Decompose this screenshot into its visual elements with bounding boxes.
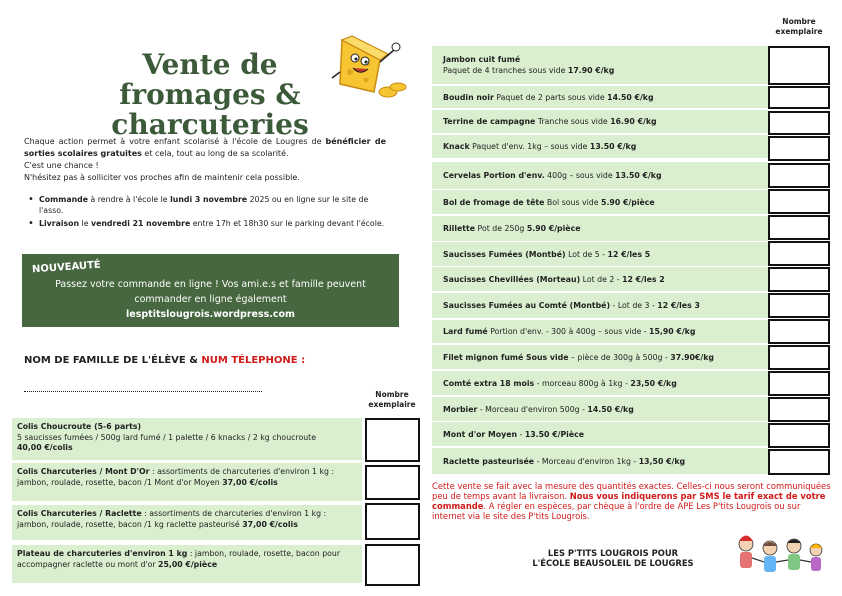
student-name-field[interactable] [24, 386, 262, 392]
intro-text-start: Chaque action permet à votre enfant scolarisé à l'école de Lougres de [24, 137, 326, 146]
product-name: Knack [443, 142, 470, 151]
intro-text-end: et cela, tout au long de sa scolarité. [141, 149, 289, 158]
product-name: Filet mignon fumé Sous vide [443, 352, 569, 362]
quantity-box[interactable] [768, 319, 830, 344]
kids-illustration-icon [732, 530, 828, 582]
product-name: Bol de fromage de tête [443, 197, 545, 207]
product-desc: - Morceau d'environ 1kg - [534, 456, 639, 466]
intro-paragraph [24, 136, 386, 160]
colis-desc: : jambon, roulade, rosette, bacon pour accompagner raclette ou mont d'or [17, 549, 341, 569]
product-name: Terrine de campagne [443, 117, 536, 126]
colis-name: Colis Charcuteries / Mont D'Or [17, 467, 150, 476]
left-quantity-header: Nombre exemplaire [368, 390, 416, 409]
right-quantity-header: Nombre exemplaire [775, 17, 823, 36]
colis-price: 37,00 €/colis [242, 519, 298, 529]
product-desc: Portion d'env. - 300 à 400g – sous vide - [487, 327, 650, 336]
product-name: Raclette pasteurisée [443, 456, 535, 466]
product-price: 12 €/les 3 [657, 301, 700, 310]
quantity-box[interactable] [365, 465, 420, 500]
website-link[interactable]: lesptitslougrois.wordpress.com [126, 309, 295, 320]
intro-text-bold: bénéficier de sorties scolaires gratuites [24, 137, 387, 158]
product-name: Comté extra 18 mois [443, 378, 535, 388]
colis-name: Colis Choucroute (5-6 parts) [17, 422, 142, 431]
quantity-box[interactable] [365, 544, 420, 586]
product-row [432, 422, 768, 446]
bullet-livraison [26, 218, 386, 229]
product-price: 13,50 €/kg [638, 456, 686, 466]
product-row [432, 162, 768, 189]
product-row [432, 345, 768, 369]
quantity-box[interactable] [768, 267, 830, 292]
student-name-label-text: NOM DE FAMILLE DE L'ÉLÈVE & [24, 355, 202, 366]
info-bullets [26, 194, 386, 231]
nouveaute-banner [22, 254, 399, 327]
quantity-box[interactable] [768, 241, 830, 266]
quantity-box[interactable] [768, 423, 830, 448]
quantity-box[interactable] [768, 189, 830, 214]
quantity-box[interactable] [768, 345, 830, 370]
bullet-livraison-date: vendredi 21 novembre [90, 219, 191, 228]
colis-price: 25,00 €/pièce [158, 559, 218, 569]
phone-label-text: NUM TÉLEPHONE : [201, 355, 306, 366]
product-row [432, 216, 768, 241]
product-price: 14.50 €/kg [587, 404, 634, 414]
product-price: 12 €/les 2 [622, 274, 665, 284]
product-row [432, 86, 768, 108]
product-name: Saucisses Chevillées (Morteau) [443, 274, 581, 284]
product-name: Morbier [443, 404, 478, 414]
title-line-2: fromages & charcuteries [111, 78, 309, 141]
bullet-commande-end: 2025 ou en ligne sur le site de l'asso. [39, 195, 369, 215]
intro-text [24, 136, 386, 184]
product-price: 13.50 €/kg [589, 142, 637, 151]
product-row [432, 293, 768, 318]
quantity-box[interactable] [365, 418, 420, 462]
bullet-livraison-label: Livraison [39, 219, 80, 228]
product-desc: Lot de 5 - [565, 249, 608, 259]
quantity-box[interactable] [768, 136, 830, 161]
quantity-box[interactable] [768, 397, 830, 422]
product-name: Cervelas Portion d'env. [443, 171, 545, 180]
quantity-box[interactable] [768, 215, 830, 240]
product-price: 15,90 €/kg [649, 327, 696, 336]
payment-note-end: . A régler en espèces, par chèque à l'ordre de APE Les P'tits Lougrois ou sur internet via le site des P'tits Lougrois. [432, 501, 801, 521]
bullet-livraison-end: entre 17h et 18h30 sur le parking devant l'école. [190, 219, 385, 228]
product-desc: Tranche sous vide [535, 117, 611, 126]
quantity-box[interactable] [768, 293, 830, 318]
intro-chance: C'est une chance ! [24, 161, 99, 170]
product-price: 13.50 €/kg [615, 171, 662, 180]
product-desc: Pot de 250g [475, 224, 527, 233]
product-row [432, 320, 768, 343]
quantity-box[interactable] [768, 449, 830, 475]
product-desc: Lot de 2 - [580, 274, 623, 284]
product-price: 14.50 €/kg [607, 92, 654, 102]
quantity-box[interactable] [768, 86, 830, 109]
product-price: 5.90 €/pièce [601, 197, 655, 207]
product-row [432, 110, 768, 133]
product-desc: - [517, 429, 525, 439]
bullet-livraison-mid: le [79, 219, 91, 228]
payment-note-text: Cette vente se fait avec la mesure des quantités exactes. Celles-ci nous seront communiquées peu de temps avant la livraison. [432, 481, 831, 501]
product-row [432, 448, 768, 474]
quantity-box[interactable] [365, 503, 420, 540]
product-row [432, 135, 768, 158]
colis-price: 40,00 €/colis [17, 443, 73, 452]
product-desc: - Lot de 3 - [610, 301, 658, 310]
association-footer [505, 548, 721, 568]
product-name: Mont d'or Moyen [443, 429, 518, 439]
product-price: 5.90 €/pièce [526, 224, 581, 233]
product-price: 23,50 €/kg [630, 378, 677, 388]
title-line-1: Vente de [142, 48, 278, 81]
product-desc: Paquet de 2 parts sous vide [493, 92, 608, 102]
colis-name: Colis Charcuteries / Raclette [17, 509, 142, 518]
intro-solicit: N'hésitez pas à solliciter vos proches afin de maintenir cela possible. [24, 173, 300, 182]
quantity-box[interactable] [768, 111, 830, 135]
colis-row [12, 463, 362, 501]
product-desc: Bol sous vide [544, 197, 602, 207]
product-row [432, 267, 768, 291]
product-row [432, 397, 768, 421]
payment-note-bold: Nous vous indiquerons par SMS le tarif exact de votre commande [432, 491, 826, 511]
cheese-mascot-icon [328, 32, 408, 100]
product-desc: – pièce de 300g à 500g - [568, 352, 671, 362]
product-price: 16.90 €/kg [610, 117, 657, 126]
product-desc: Paquet d'env. 1kg – sous vide [469, 142, 590, 151]
colis-desc: : assortiments de charcuteries d'environ 1 kg : jambon, roulade, rosette, bacon /1 kg raclette pasteurisé [17, 509, 327, 529]
product-name: Lard fumé [443, 327, 488, 336]
payment-note [432, 481, 832, 521]
bullet-commande [26, 194, 386, 216]
product-desc: - morceau 800g à 1kg - [534, 378, 631, 388]
colis-name: Plateau de charcuteries d'environ 1 kg [17, 549, 188, 558]
quantity-box[interactable] [768, 371, 830, 396]
product-price: 12 €/les 5 [607, 249, 651, 259]
colis-row [12, 545, 362, 583]
product-desc: - Morceau d'environ 500g - [477, 404, 588, 414]
bullet-commande-label: Commande [39, 195, 89, 204]
quantity-box[interactable] [768, 163, 830, 188]
footer-line-1: LES P'TITS LOUGROIS POUR [547, 548, 679, 558]
product-row [432, 242, 768, 266]
product-name: Jambon cuit fumé [443, 55, 521, 64]
product-desc: 400g – sous vide [544, 171, 616, 180]
product-name: Saucisses Fumées au Comté (Montbé) [443, 301, 611, 310]
product-name: Rillette [443, 224, 476, 233]
colis-row [12, 418, 362, 460]
bullet-commande-date: lundi 3 novembre [170, 195, 248, 204]
product-price: 37.90€/kg [670, 352, 714, 362]
bullet-commande-mid: à rendre à l'école le [88, 195, 171, 204]
footer-line-2: L'ÉCOLE BEAUSOLEIL DE LOUGRES [532, 558, 694, 568]
nouveaute-label: NOUVEAUTÉ [31, 259, 102, 276]
colis-row [12, 505, 362, 540]
product-row [432, 190, 768, 214]
product-price: 13.50 €/Pièce [524, 429, 585, 439]
student-name-label [24, 355, 305, 366]
product-name: Saucisses Fumées (Montbé) [443, 249, 566, 259]
quantity-box[interactable] [768, 46, 830, 85]
product-row [432, 371, 768, 395]
product-desc: Paquet de 4 tranches sous vide [443, 66, 568, 75]
product-price: 17.90 €/kg [567, 66, 615, 75]
product-name: Boudin noir [443, 92, 494, 102]
colis-desc: 5 saucisses fumées / 500g lard fumé / 1 palette / 6 knacks / 2 kg choucroute [17, 432, 317, 442]
product-row [432, 46, 768, 84]
colis-desc: : assortiments de charcuteries d'environ 1 kg : jambon, roulade, rosette, bacon /1 Mont d'or Moyen [17, 467, 335, 487]
nouveaute-message: Passez votre commande en ligne ! Vos ami.e.s et famille peuvent commander en ligne également [55, 279, 366, 305]
colis-price: 37,00 €/colis [222, 477, 278, 487]
